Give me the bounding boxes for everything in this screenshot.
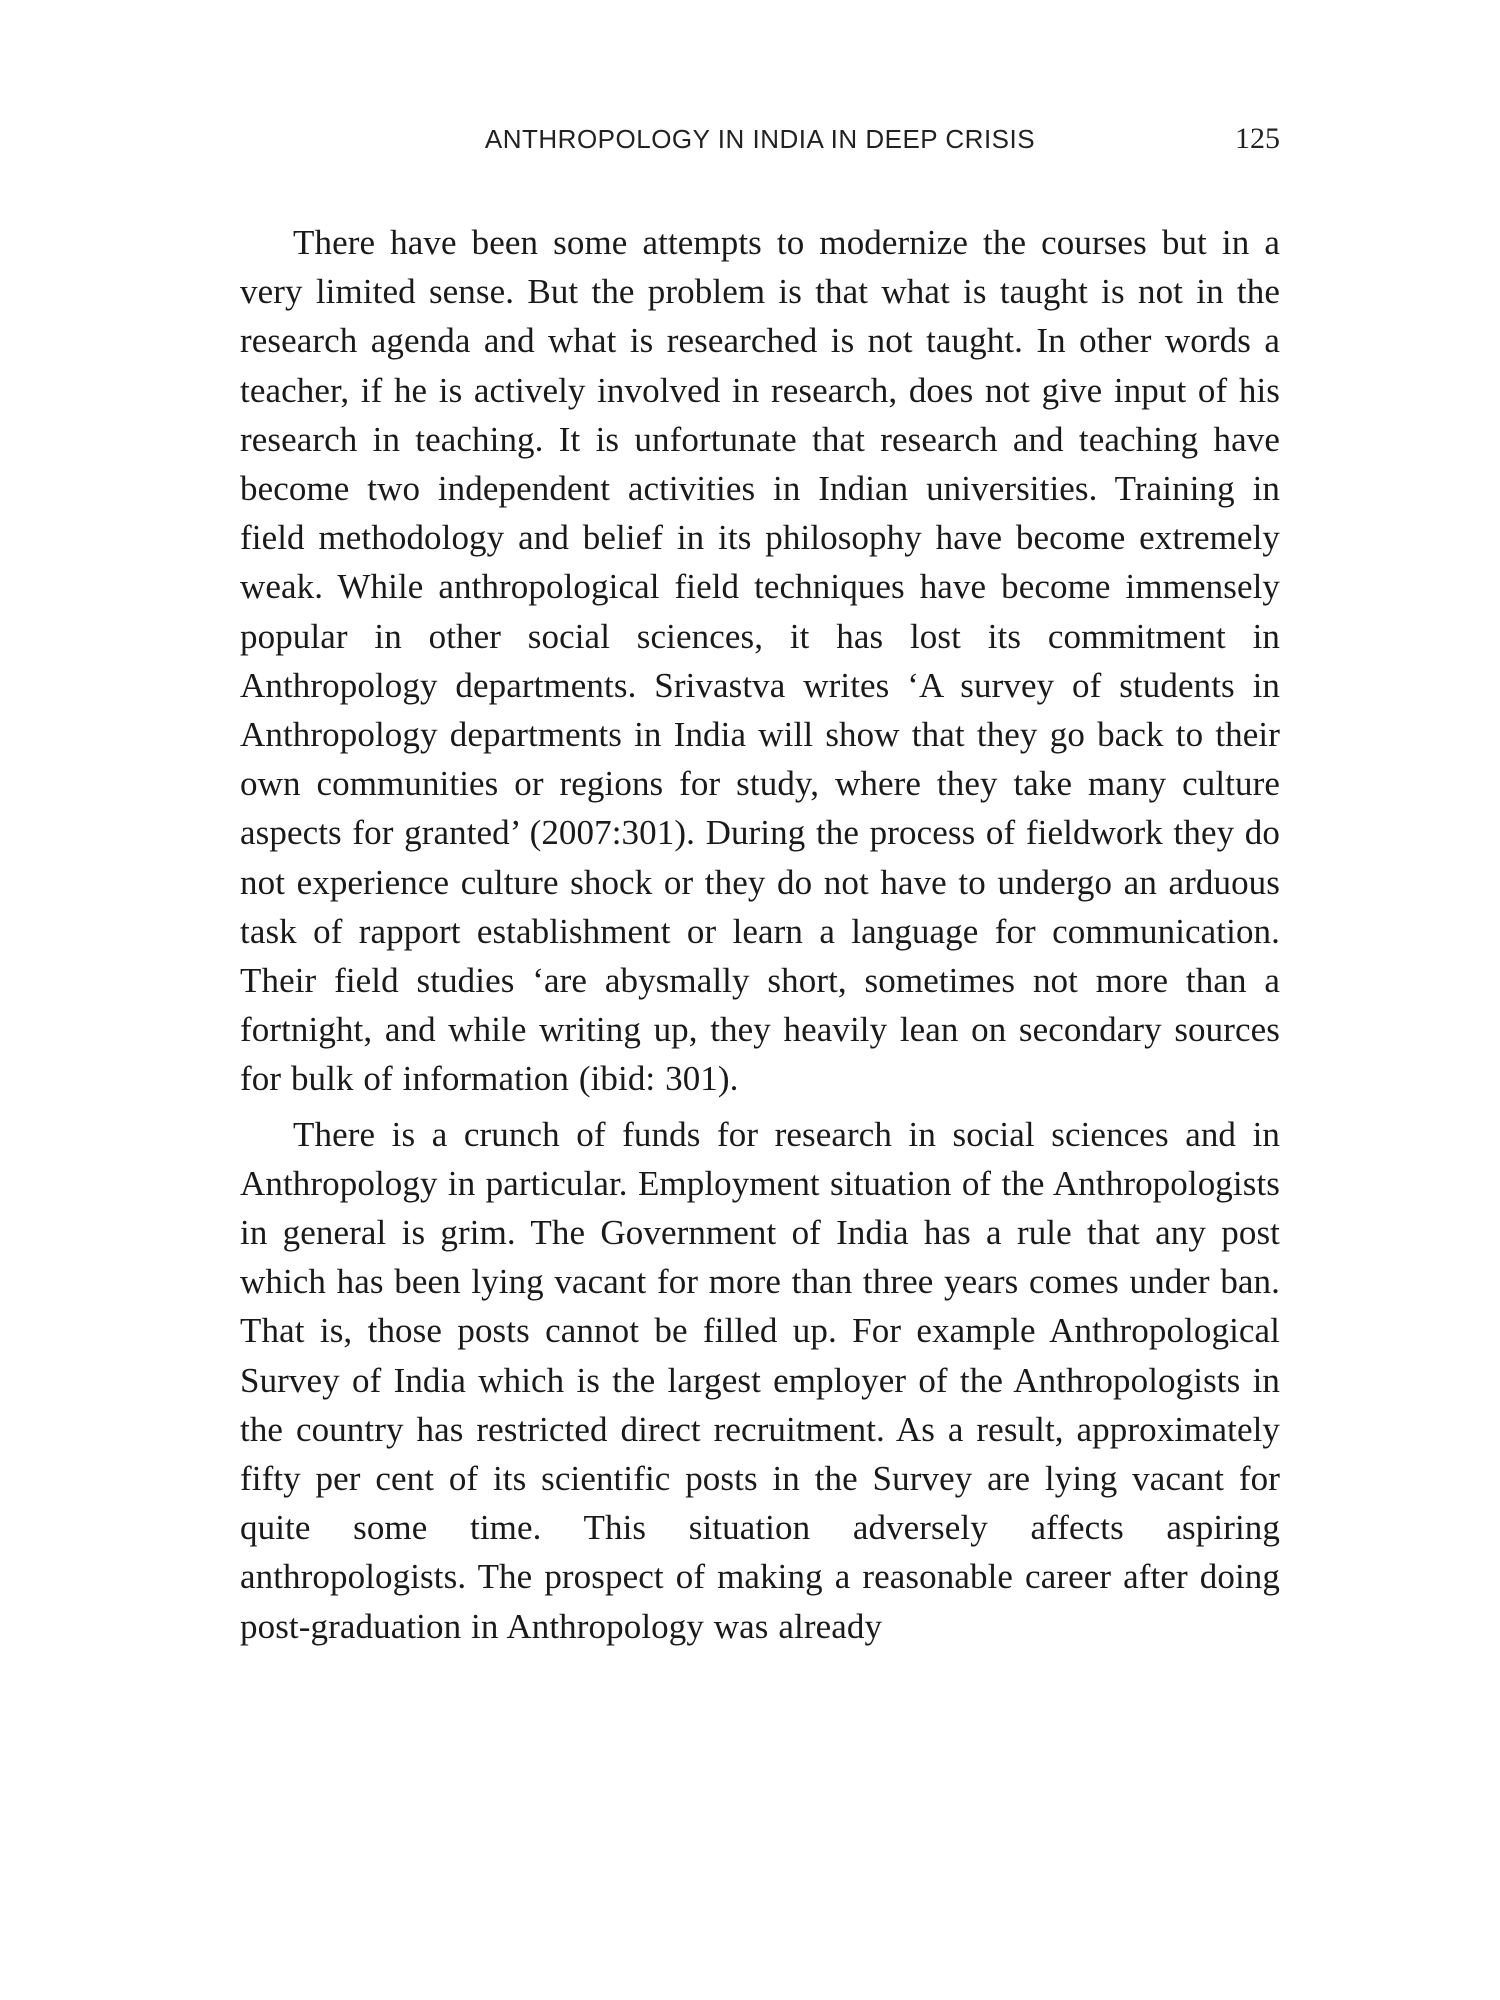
- paragraph-1: There have been some attempts to modernize the courses but in a very limited sense. But the problem is that what is taught is not in the research agenda and what is researched is not taught. In other words a teacher, if he is actively involved in research, does not give input of his research in teaching. It is unfortunate that research and teaching have become two independent activities in Indian universities. Training in field methodology and belief in its philosophy have become extremely weak. While anthropological field techniques have become immensely popular in other social sciences, it has lost its commitment in Anthropology departments. Srivastva writes ‘A survey of students in Anthropology departments in India will show that they go back to their own communities or regions for study, where they take many culture aspects for granted’ (2007:301). During the process of fieldwork they do not experience culture shock or they do not have to undergo an arduous task of rapport establishment or learn a language for communication. Their field studies ‘are abysmally short, sometimes not more than a fortnight, and while writing up, they heavily lean on secondary sources for bulk of information (ibid: 301).: [240, 223, 1280, 1099]
- running-head: [240, 124, 1280, 168]
- page-number: 125: [1235, 122, 1280, 155]
- body-text: [240, 218, 1280, 1657]
- paragraph-2: There is a crunch of funds for research in social sciences and in Anthropology in particular. Employment situation of the Anthropologists in general is grim. The Government of India has a rule that any post which has been lying vacant for more than three years comes under ban. That is, those posts cannot be filled up. For example Anthropological Survey of India which is the largest employer of the Anthropologists in the country has restricted direct recruitment. As a result, approximately fifty per cent of its scientific posts in the Survey are lying vacant for quite some time. This situation adversely affects aspiring anthropologists. The prospect of making a reasonable career after doing post-graduation in Anthropology was already: [240, 1114, 1280, 1646]
- running-title: ANTHROPOLOGY IN INDIA IN DEEP CRISIS: [484, 124, 1036, 154]
